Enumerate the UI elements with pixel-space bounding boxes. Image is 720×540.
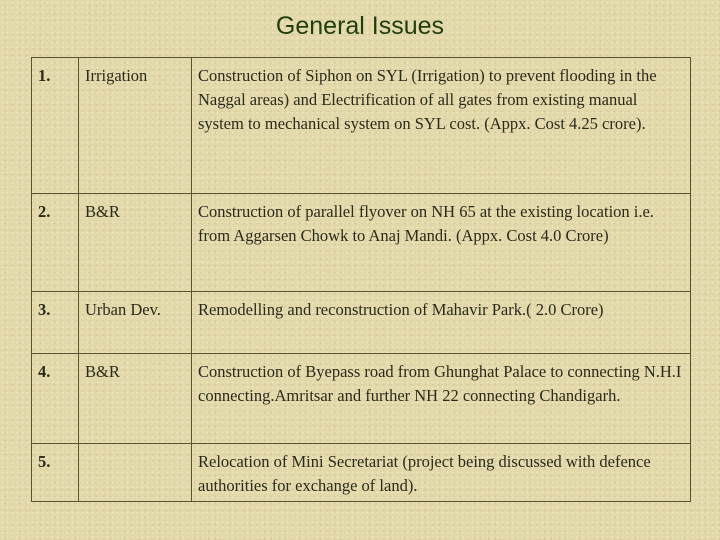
row-department: [79, 444, 192, 502]
row-number: 1.: [32, 58, 79, 194]
table-row: [32, 292, 691, 354]
row-description: Construction of Siphon on SYL (Irrigation) to prevent flooding in the Naggal areas) and Electrification of all gates from existing manual system to mechanical system on SYL cost. (Appx. Cost 4.25 crore).: [192, 58, 691, 194]
table-row: [32, 58, 691, 194]
table-row: [32, 444, 691, 502]
slide-title: General Issues: [275, 12, 445, 40]
table-row: [32, 194, 691, 292]
row-number: 2.: [32, 194, 79, 292]
row-description: Remodelling and reconstruction of Mahavir Park.( 2.0 Crore): [192, 292, 691, 354]
row-number: 5.: [32, 444, 79, 502]
row-department: Urban Dev.: [79, 292, 192, 354]
row-description: Construction of parallel flyover on NH 65 at the existing location i.e. from Aggarsen Chowk to Anaj Mandi. (Appx. Cost 4.0 Crore): [192, 194, 691, 292]
row-department: B&R: [79, 354, 192, 444]
row-department: B&R: [79, 194, 192, 292]
table-row: [32, 354, 691, 444]
row-description: Relocation of Mini Secretariat (project being discussed with defence authorities for exchange of land).: [192, 444, 691, 502]
row-number: 3.: [32, 292, 79, 354]
issues-table: [31, 57, 691, 502]
row-department: Irrigation: [79, 58, 192, 194]
row-number: 4.: [32, 354, 79, 444]
row-description: Construction of Byepass road from Ghunghat Palace to connecting N.H.I connecting.Amritsar and further NH 22 connecting Chandigarh.: [192, 354, 691, 444]
